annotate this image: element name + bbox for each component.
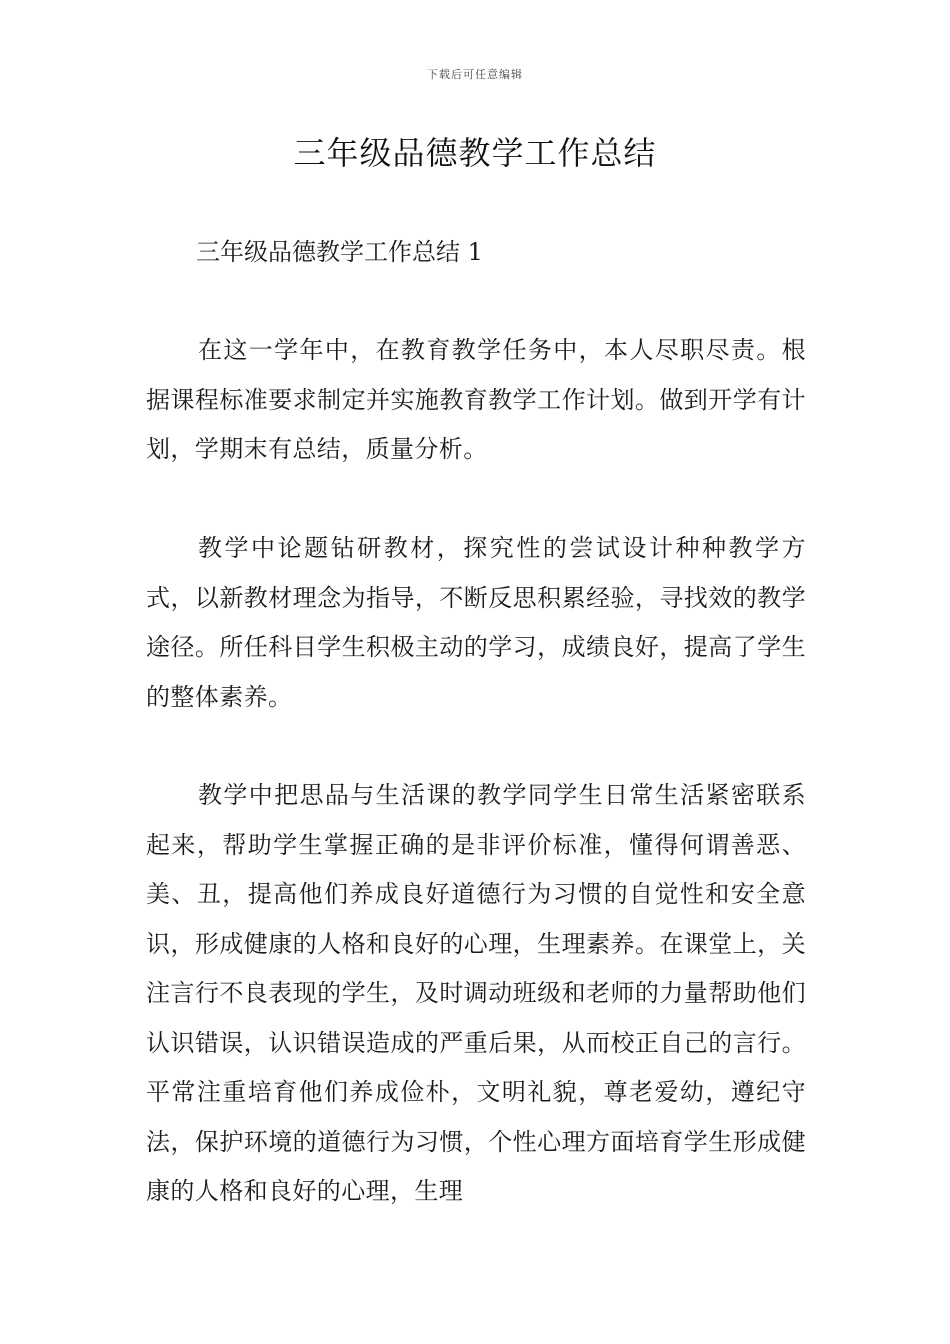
paragraph-2: 教学中论题钻研教材，探究性的尝试设计种种教学方式，以新教材理念为指导，不断反思积累经验，寻找效的教学途径。所任科目学生积极主动的学习，成绩良好，提高了学生的整体素养。 <box>146 534 806 711</box>
header-note: 下载后可任意编辑 <box>427 68 523 81</box>
document-subtitle: 三年级品德教学工作总结 1 <box>196 238 483 266</box>
document-title: 三年级品德教学工作总结 <box>293 134 657 172</box>
paragraph-3: 教学中把思品与生活课的教学同学生日常生活紧密联系起来，帮助学生掌握正确的是非评价标准，懂得何谓善恶、美、丑，提高他们养成良好道德行为习惯的自觉性和安全意识，形成健康的人格和良好的心理，生理素养。在课堂上，关注言行不良表现的学生，及时调动班级和老师的力量帮助他们认识错误，认识错误造成的严重后果，从而校正自己的言行。平常注重培育他们养成俭朴，文明礼貌，尊老爱幼，遵纪守法，保护环境的道德行为习惯，个性心理方面培育学生形成健康的人格和良好的心理，生理 <box>146 781 806 1205</box>
paragraph-1: 在这一学年中，在教育教学任务中，本人尽职尽责。根据课程标准要求制定并实施教育教学工作计划。做到开学有计划，学期末有总结，质量分析。 <box>146 336 806 463</box>
